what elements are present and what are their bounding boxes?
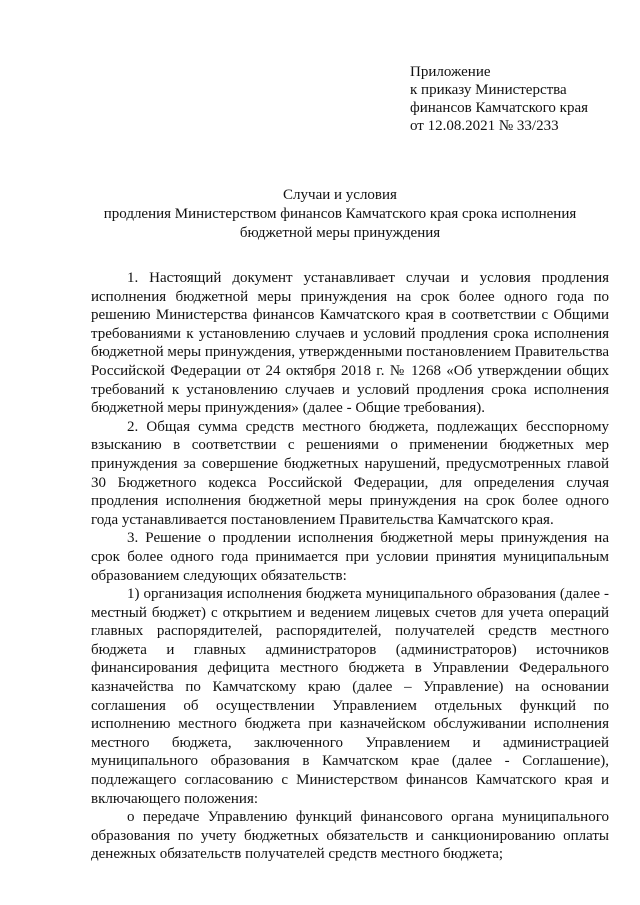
paragraph: 3. Решение о продлении исполнения бюджетной меры принуждения на срок более одного года принимается при условии принятия муниципальным образованием следующих обязательств: [91, 530, 609, 584]
paragraph: о передаче Управлению функций финансового органа муниципального образования по учету бюджетных обязательств и санкционированию оплаты денежных обязательств получателей средств местного бюджета; [91, 809, 609, 863]
document-title [80, 186, 600, 243]
paragraph: 2. Общая сумма средств местного бюджета, подлежащих бесспорному взысканию в соответствии с решениями о применении бюджетных мер принуждения за совершение бюджетных нарушений, предусмотренных главой 30 Бюджетного кодекса Российской Федерации, для определения случая продления исполнения бюджетной меры принуждения на срок более одного года устанавливается постановлением Правительства Камчатского края. [91, 418, 609, 528]
approval-block [410, 63, 620, 135]
title-line: Случаи и условия [283, 187, 397, 203]
approval-line: Приложение [410, 64, 491, 80]
approval-line: финансов Камчатского края [410, 100, 589, 116]
paragraph: 1) организация исполнения бюджета муниципального образования (далее - местный бюджет) с открытием и ведением лицевых счетов для учета операций главных распорядителей, распорядителей, получателей средств местного бюджета и главных администраторов (администраторов) источников финансирования дефицита местного бюджета в Управлении Федерального казначейства по Камчатскому краю (далее – Управление) на основании соглашения об осуществлении Управлением отдельных функций по исполнению местного бюджета при казначейском обслуживании исполнения местного бюджета, заключенного Управлением и администрацией муниципального образования в Камчатском крае (далее - Соглашение), подлежащего согласованию с Министерством финансов Камчатского края и включающего положения: [91, 586, 609, 807]
title-line: продления Министерством финансов Камчатского края срока исполнения [103, 206, 577, 222]
paragraph: 1. Настоящий документ устанавливает случаи и условия продления исполнения бюджетной меры принуждения на срок более одного года по решению Министерства финансов Камчатского края в соответствии с Общими требованиями к установлению случаев и условий продления срока исполнения бюджетной меры принуждения, утвержденными постановлением Правительства Российской Федерации от 24 октября 2018 г. № 1268 «Об утверждении общих требований к установлению случаев и условий продления срока исполнения бюджетной меры принуждения» (далее - Общие требования). [91, 270, 609, 417]
approval-line: от 12.08.2021 № 33/233 [410, 118, 559, 134]
title-line: бюджетной меры принуждения [239, 225, 441, 241]
document-body [91, 269, 609, 864]
approval-line: к приказу Министерства [410, 82, 567, 98]
